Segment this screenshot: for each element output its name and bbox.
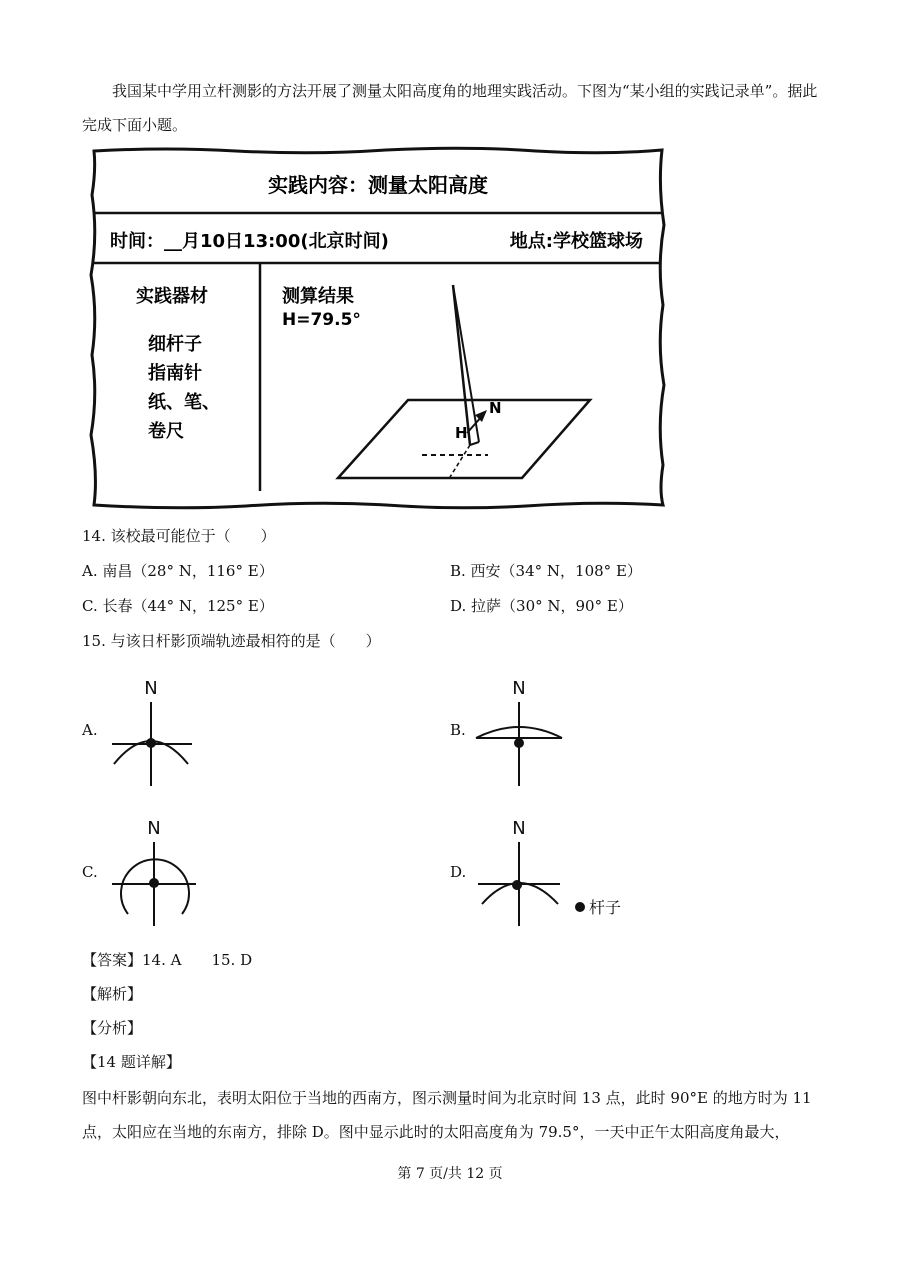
q15-option-c-diagram[interactable] (100, 814, 210, 934)
north-label: N (512, 678, 526, 699)
card-title: 实践内容：测量太阳高度 (268, 173, 488, 197)
north-label: N (144, 678, 158, 699)
pole-shadow-diagram (338, 285, 590, 478)
page-footer: 第 7 页/共 12 页 (397, 1166, 503, 1182)
card-time: 时间：__月10日13:00(北京时间) (110, 231, 389, 252)
q15-option-b-diagram[interactable] (468, 674, 578, 794)
equipment-item: 指南针 (148, 363, 202, 384)
q15-option-d-letter[interactable]: D. (450, 863, 467, 881)
pole-dot (146, 738, 156, 748)
q15-option-c-letter[interactable]: C. (82, 863, 98, 881)
equipment-item: 卷尺 (148, 421, 184, 442)
south-dash (450, 445, 470, 477)
detail-text: 图中杆影朝向东北，表明太阳位于当地的西南方，图示测量时间为北京时间 13 点，此时 90°E 的地方时为 11 点，太阳应在当地的东南方，排除 D。图中显示此时的太阳高度角为 79.5°，一天中正午太阳高度角最大， (82, 1089, 812, 1141)
h-label: H (455, 424, 468, 442)
q15-option-b-letter[interactable]: B. (450, 721, 466, 739)
north-arrow-head (475, 410, 487, 422)
shadow (470, 442, 479, 445)
pole (453, 285, 470, 445)
q14-option-b[interactable]: B. 西安（34° N，108° E） (450, 562, 642, 580)
answer-line: 【答案】14. A 15. D (82, 951, 253, 969)
q15-stem: 15. 与该日杆影顶端轨迹最相符的是（ ） (82, 632, 381, 650)
q14-option-c[interactable]: C. 长春（44° N，125° E） (82, 597, 274, 615)
result-value: H=79.5° (282, 310, 361, 330)
q15-option-d-diagram[interactable] (468, 814, 638, 934)
legend-dot (575, 902, 585, 912)
analysis-heading: 【解析】 (82, 985, 143, 1003)
practice-record-card (86, 145, 670, 511)
result-heading: 测算结果 (282, 286, 354, 307)
intro-paragraph: 我国某中学用立杆测影的方法开展了测量太阳高度角的地理实践活动。下图为“某小组的实践记录单”。据此完成下面小题。 (82, 82, 818, 134)
pole-dot (149, 878, 159, 888)
card-place: 地点:学校篮球场 (509, 231, 643, 252)
q14-option-a[interactable]: A. 南昌（28° N，116° E） (82, 562, 274, 580)
north-label: N (147, 818, 161, 839)
detail-heading: 【14 题详解】 (82, 1053, 181, 1071)
q15-option-a-diagram[interactable] (100, 674, 210, 794)
n-label: N (489, 399, 502, 417)
fenxi-heading: 【分析】 (82, 1019, 143, 1037)
equipment-heading: 实践器材 (136, 286, 208, 307)
q15-option-a-letter[interactable]: A. (82, 721, 98, 739)
equipment-item: 纸、笔、 (148, 392, 220, 413)
wavy-border (91, 148, 664, 508)
q14-option-d[interactable]: D. 拉萨（30° N，90° E） (450, 597, 633, 615)
pole-dot (514, 738, 524, 748)
legend-label: 杆子 (589, 898, 622, 917)
equipment-item: 细杆子 (148, 334, 202, 355)
pole-dot (512, 880, 522, 890)
north-label: N (512, 818, 526, 839)
q14-stem: 14. 该校最可能位于（ ） (82, 527, 276, 545)
